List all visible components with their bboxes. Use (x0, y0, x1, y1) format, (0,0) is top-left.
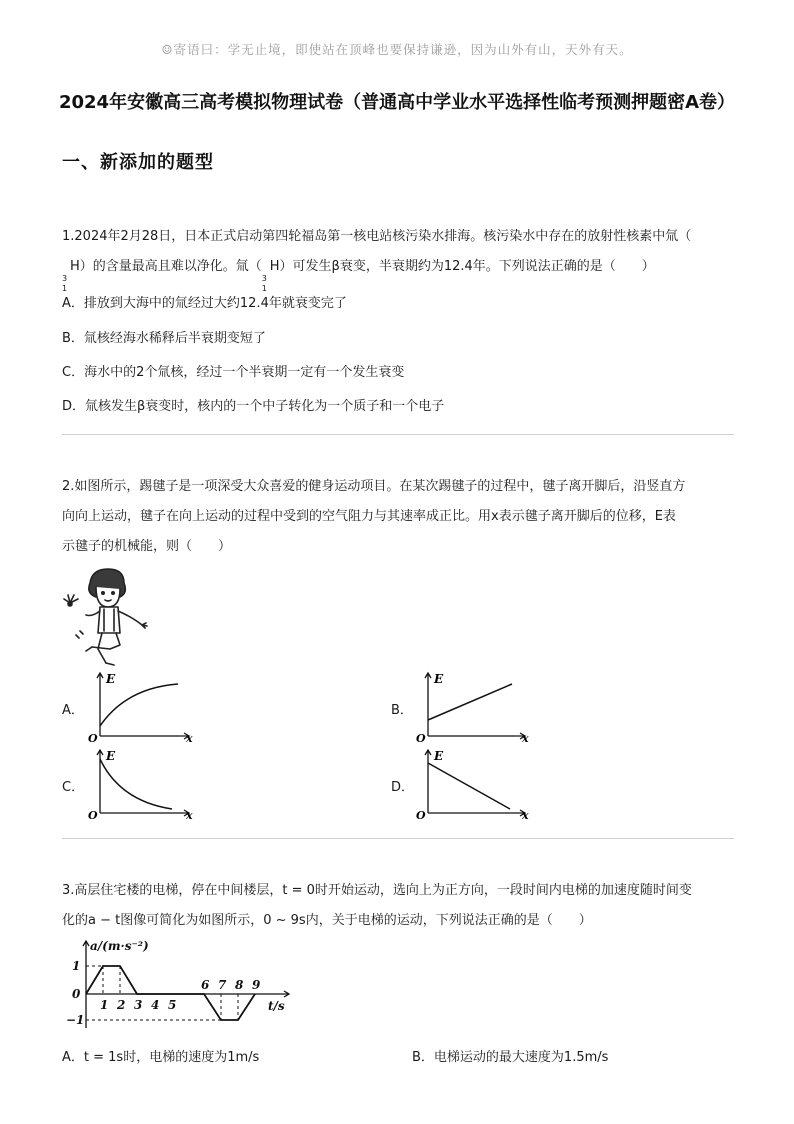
x-tick: 8 (235, 978, 244, 992)
axis-label-e: E (106, 749, 116, 763)
axis-label-x: x (522, 809, 529, 821)
question-2-option-a[interactable]: A． (62, 703, 84, 718)
x-tick: 1 (100, 998, 109, 1012)
x-tick: 4 (151, 998, 160, 1012)
origin-label: O (88, 809, 98, 821)
page-title: 2024年安徽高三高考模拟物理试卷（普通高中学业水平选择性临考预测押题密A卷） (58, 92, 736, 113)
axis-label-e: E (434, 749, 444, 763)
axis-label-e: E (106, 672, 116, 686)
y-tick-0: 0 (72, 987, 81, 1001)
question-1-option-d[interactable]: D．氚核发生β衰变时，核内的一个中子转化为一个质子和一个电子 (62, 399, 445, 414)
x-tick: 6 (201, 978, 210, 992)
x-tick: 3 (134, 998, 143, 1012)
acceleration-time-graph (62, 938, 302, 1038)
question-1-option-a[interactable]: A．排放到大海中的氚经过大约12.4年就衰变完了 (62, 296, 347, 311)
t-axis-label: t/s (268, 999, 285, 1013)
question-2-option-d[interactable]: D． (391, 780, 415, 795)
question-3-option-b[interactable]: B．电梯运动的最大速度为1.5m/s (412, 1050, 609, 1065)
origin-label: O (88, 732, 98, 744)
question-2-option-b[interactable]: B． (391, 703, 413, 718)
x-tick: 7 (218, 978, 227, 992)
question-1-line2: 3 1 H）的含量最高且难以净化。氚（ 3 1 H）可发生β衰变，半衰期约为12.4年。下列说法正确的是（ ） (62, 259, 655, 293)
x-tick: 9 (252, 978, 261, 992)
x-tick: 5 (168, 998, 177, 1012)
section-heading: 一、新添加的题型 (62, 152, 214, 173)
question-3-line1: 3.高层住宅楼的电梯，停在中间楼层，t = 0时开始运动，选向上为正方向，一段时间内电梯的加速度随时间变 (62, 883, 692, 898)
origin-label: O (416, 732, 426, 744)
question-1-line1: 1.2024年2月28日，日本正式启动第四轮福岛第一核电站核污染水排海。核污染水中存在的放射性核素中氚（ (62, 229, 692, 244)
y-tick-1: 1 (72, 959, 81, 973)
question-1-option-c[interactable]: C．海水中的2个氚核，经过一个半衰期一定有一个发生衰变 (62, 365, 405, 380)
axis-label-x: x (186, 809, 193, 821)
motto: ☺寄语曰：学无止境，即使站在顶峰也要保持谦逊，因为山外有山，天外有天。 (161, 42, 633, 57)
question-2 (62, 472, 734, 562)
question-2-line2: 向向上运动，毽子在向上运动的过程中受到的空气阻力与其速率成正比。用x表示毽子离开脚后的位移，E表 (62, 509, 676, 524)
graph-option-b[interactable] (414, 670, 534, 748)
origin-label: O (416, 809, 426, 821)
question-2-line3: 示毽子的机械能，则（ ） (62, 539, 232, 554)
axis-label-x: x (186, 732, 193, 744)
divider (62, 838, 734, 839)
question-2-line1: 2.如图所示，踢毽子是一项深受大众喜爱的健身运动项目。在某次踢毽子的过程中，毽子离开脚后，沿竖直方 (62, 479, 686, 494)
question-3 (62, 876, 734, 936)
y-tick-neg1: −1 (66, 1013, 85, 1027)
graph-option-d[interactable] (414, 747, 534, 825)
a-axis-label: a/(m·s⁻²) (90, 939, 149, 953)
question-1-option-b[interactable]: B．氚核经海水稀释后半衰期变短了 (62, 331, 266, 346)
graph-option-c[interactable] (86, 747, 196, 825)
graph-option-a[interactable] (86, 670, 196, 748)
x-tick: 2 (117, 998, 126, 1012)
question-1 (62, 222, 734, 293)
question-3-line2: 化的a − t图像可简化为如图所示，0 ~ 9s内，关于电梯的运动，下列说法正确的是（ ） (62, 913, 592, 928)
divider (62, 434, 734, 435)
question-2-option-c[interactable]: C． (62, 780, 85, 795)
axis-label-x: x (522, 732, 529, 744)
axis-label-e: E (434, 672, 444, 686)
shuttlecock-kicker-illustration (62, 565, 162, 674)
question-3-option-a[interactable]: A．t = 1s时，电梯的速度为1m/s (62, 1050, 260, 1065)
